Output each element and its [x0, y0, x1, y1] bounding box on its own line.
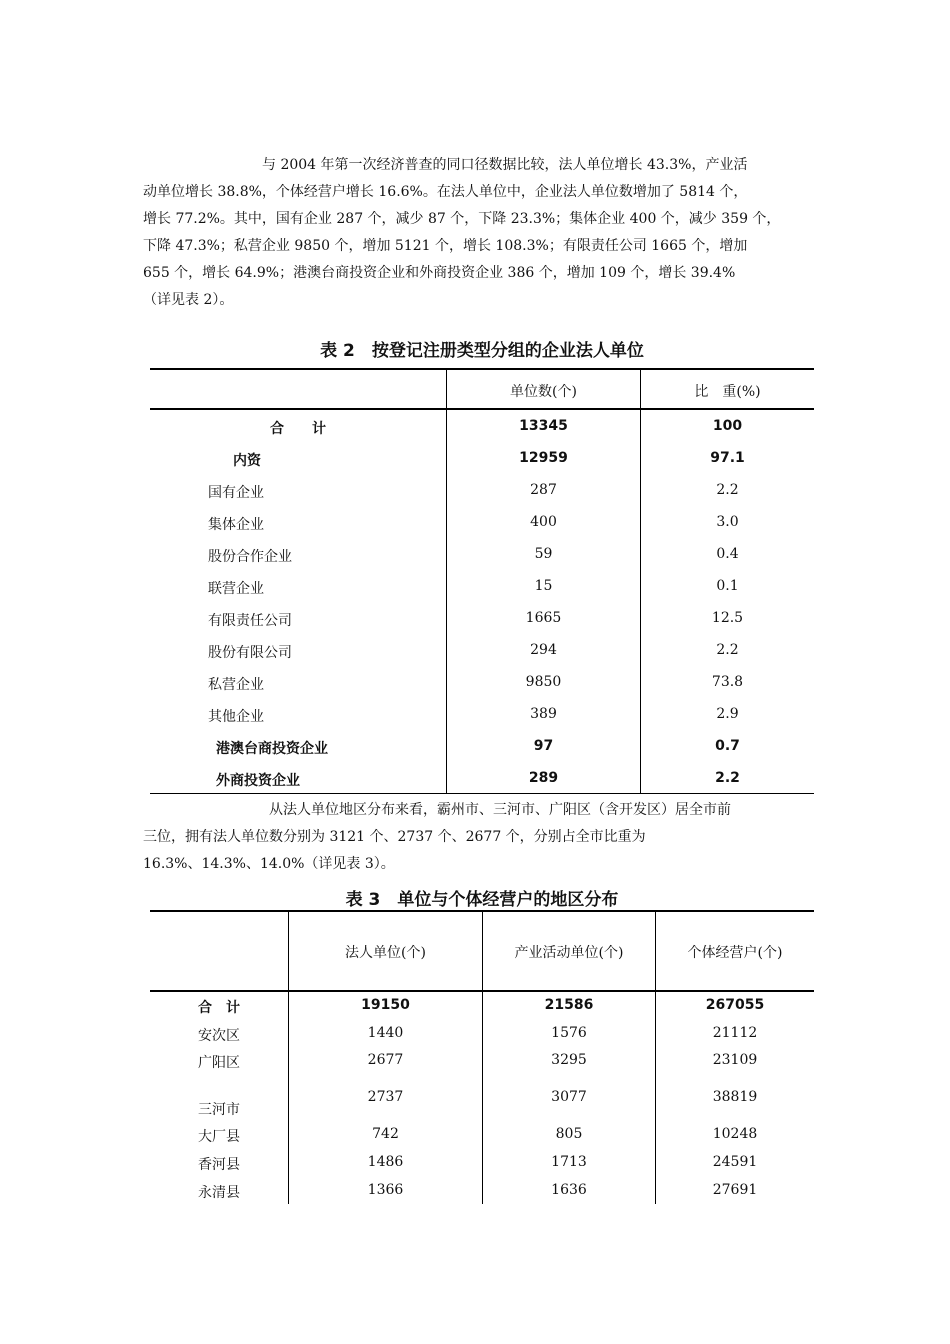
row-units: 9850	[525, 674, 562, 690]
row-name: 香河县	[198, 1157, 240, 1173]
row-name: 三河市	[198, 1102, 240, 1118]
table2-top-rule	[150, 368, 814, 370]
row-units: 1665	[525, 610, 562, 626]
row-activity: 3077	[551, 1089, 587, 1105]
row-ratio: 97.1	[710, 450, 745, 466]
intro-paragraph	[143, 152, 813, 314]
row-legal: 1440	[367, 1025, 404, 1041]
row-units: 389	[530, 706, 557, 722]
paragraph-line: 655 个，增长 64.9%；港澳台商投资企业和外商投资企业 386 个，增加 109 个，增长 39.4%	[143, 265, 736, 281]
row-units: 13345	[519, 418, 568, 434]
table3-header-legal: 法人单位(个)	[345, 945, 426, 961]
row-activity: 1576	[551, 1025, 587, 1041]
row-name: 大厂县	[198, 1129, 240, 1145]
row-name: 合 计	[270, 421, 326, 437]
row-ratio: 73.8	[711, 674, 744, 690]
row-name: 有限责任公司	[208, 613, 292, 629]
table2-bottom-rule	[150, 793, 814, 794]
row-ratio: 0.4	[716, 546, 739, 562]
row-name: 合 计	[198, 1000, 240, 1016]
row-individual: 267055	[705, 997, 765, 1013]
row-name: 股份有限公司	[208, 645, 292, 661]
row-name: 港澳台商投资企业	[216, 741, 328, 757]
row-legal: 1366	[367, 1182, 404, 1198]
row-name: 其他企业	[208, 709, 264, 725]
row-ratio: 0.1	[716, 578, 739, 594]
row-ratio: 2.9	[716, 706, 739, 722]
paragraph-line: 从法人单位地区分布来看，霸州市、三河市、广阳区（含开发区）居全市前	[269, 802, 731, 818]
paragraph-line: 增长 77.2%。其中，国有企业 287 个，减少 87 个，下降 23.3%；集体企业 400 个，减少 359 个，	[143, 211, 781, 227]
row-individual: 23109	[712, 1052, 758, 1068]
paragraph-line: 三位，拥有法人单位数分别为 3121 个、2737 个、2677 个，分别占全市比重为	[143, 829, 646, 845]
row-units: 12959	[519, 450, 568, 466]
row-ratio: 3.0	[716, 514, 739, 530]
row-legal: 19150	[361, 997, 410, 1013]
row-name: 联营企业	[208, 581, 264, 597]
row-individual: 21112	[712, 1025, 758, 1041]
table3-header-activity: 产业活动单位(个)	[514, 945, 624, 961]
row-name: 广阳区	[198, 1055, 240, 1071]
row-legal: 1486	[367, 1154, 404, 1170]
row-name: 私营企业	[208, 677, 264, 693]
row-name: 安次区	[198, 1028, 240, 1044]
paragraph-line: 动单位增长 38.8%，个体经营户增长 16.6%。在法人单位中，企业法人单位数增加了 5814 个，	[143, 184, 748, 200]
paragraph-line: （详见表 2）。	[143, 292, 234, 308]
row-ratio: 12.5	[711, 610, 744, 626]
row-name: 集体企业	[208, 517, 264, 533]
row-legal: 742	[372, 1126, 399, 1142]
row-activity: 1636	[551, 1182, 587, 1198]
row-activity: 3295	[551, 1052, 587, 1068]
table2-title: 表 2 按登记注册类型分组的企业法人单位	[320, 341, 644, 361]
table3-title: 表 3 单位与个体经营户的地区分布	[345, 890, 619, 910]
row-ratio: 2.2	[715, 770, 740, 786]
row-ratio: 100	[712, 418, 743, 434]
table3-header-individual: 个体经营户(个)	[687, 945, 783, 961]
row-ratio: 0.7	[715, 738, 740, 754]
row-individual: 38819	[712, 1089, 758, 1105]
row-name: 国有企业	[208, 485, 264, 501]
table2-header-ratio: 比 重(%)	[694, 384, 761, 400]
row-individual: 27691	[712, 1182, 758, 1198]
row-legal: 2737	[367, 1089, 404, 1105]
row-units: 400	[530, 514, 557, 530]
row-units: 294	[530, 642, 557, 658]
row-activity: 1713	[551, 1154, 587, 1170]
row-individual: 10248	[712, 1126, 758, 1142]
table2-header-rule	[150, 408, 814, 410]
region-paragraph	[143, 797, 813, 878]
row-ratio: 2.2	[716, 482, 739, 498]
paragraph-line: 下降 47.3%；私营企业 9850 个，增加 5121 个，增长 108.3%；有限责任公司 1665 个，增加	[143, 238, 748, 254]
row-ratio: 2.2	[716, 642, 739, 658]
row-name: 外商投资企业	[216, 773, 300, 789]
row-activity: 805	[555, 1126, 583, 1142]
row-units: 59	[534, 546, 553, 562]
row-units: 289	[528, 770, 559, 786]
row-legal: 2677	[367, 1052, 404, 1068]
paragraph-line: 16.3%、14.3%、14.0%（详见表 3）。	[143, 856, 395, 872]
row-units: 287	[530, 482, 557, 498]
row-units: 15	[534, 578, 553, 594]
row-name: 内资	[233, 453, 261, 469]
row-name: 股份合作企业	[208, 549, 292, 565]
row-activity: 21586	[544, 997, 594, 1013]
table2-header-units: 单位数(个)	[510, 384, 577, 400]
row-individual: 24591	[712, 1154, 758, 1170]
row-name: 永清县	[198, 1185, 240, 1201]
row-units: 97	[533, 738, 554, 754]
paragraph-line: 与 2004 年第一次经济普查的同口径数据比较，法人单位增长 43.3%，产业活	[262, 157, 748, 173]
